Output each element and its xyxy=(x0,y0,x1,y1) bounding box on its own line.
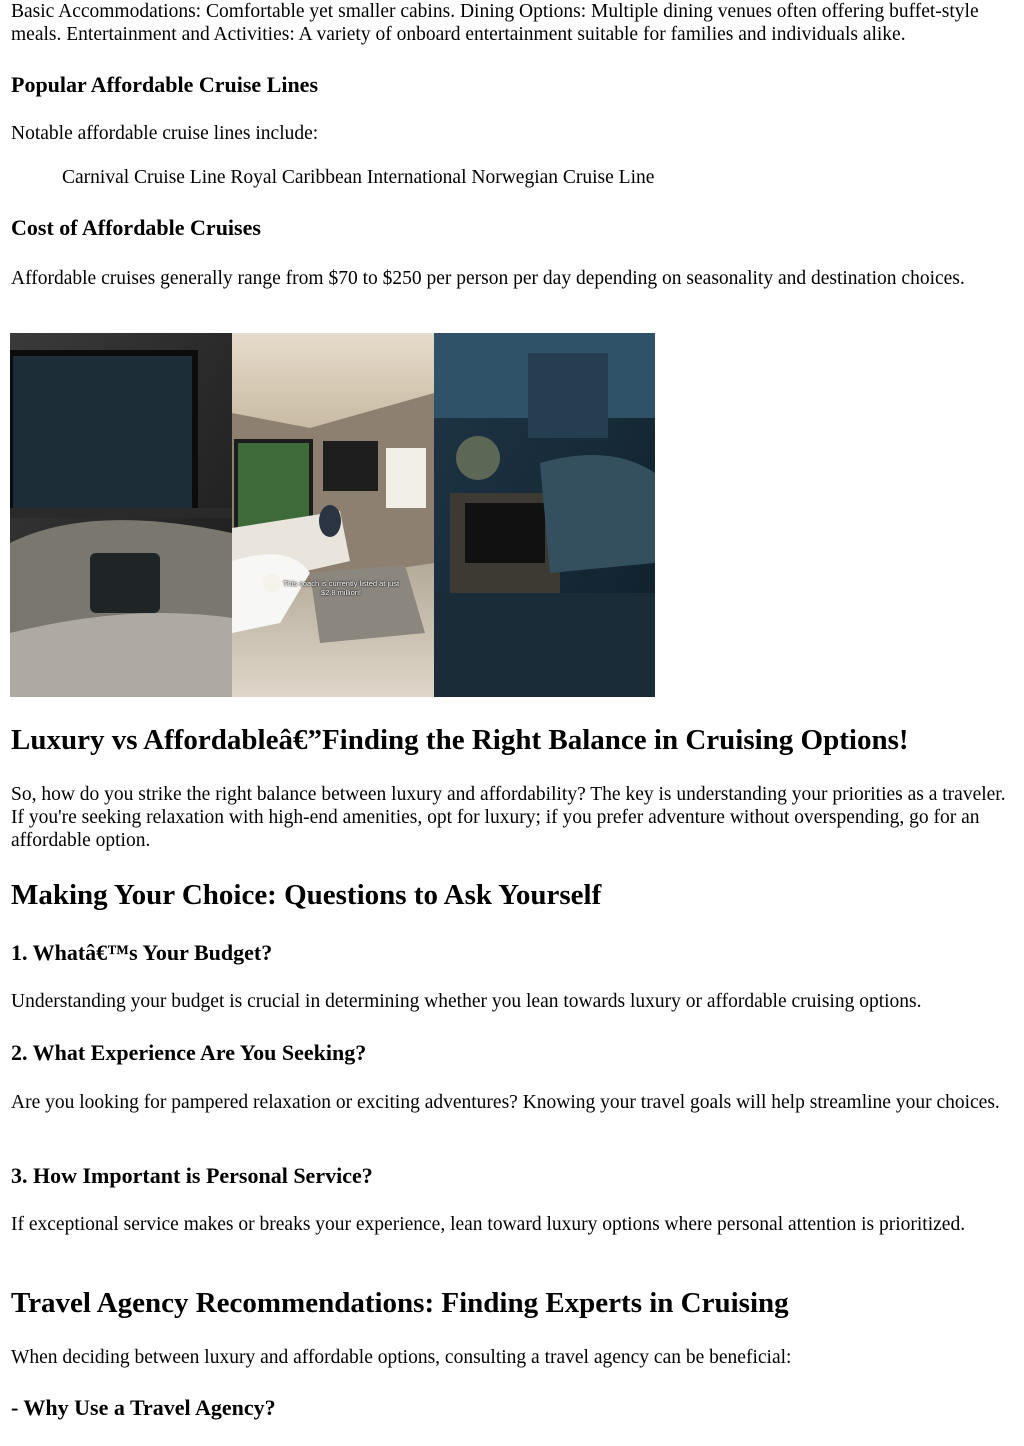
balance-paragraph: So, how do you strike the right balance between luxury and affordability? The key is understanding your priorities as a traveler. If you're seeking relaxation with high-end amenities, opt for luxury; if you prefer adventure without overspending, go for an affordable option. xyxy=(11,784,1006,851)
question-1-paragraph: Understanding your budget is crucial in determining whether you lean towards luxury or affordable cruising options. xyxy=(11,991,922,1012)
choice-heading: Making Your Choice: Questions to Ask Yourself xyxy=(11,879,602,911)
question-1-heading: 1. Whatâ€™s Your Budget? xyxy=(11,940,273,965)
agency-subheading: - Why Use a Travel Agency? xyxy=(11,1395,276,1420)
cost-heading: Cost of Affordable Cruises xyxy=(11,215,261,240)
flower-vase xyxy=(456,436,500,480)
left-window xyxy=(10,353,195,513)
question-3-heading: 3. How Important is Personal Service? xyxy=(11,1163,373,1188)
agency-paragraph: When deciding between luxury and affordable options, consulting a travel agency can be beneficial: xyxy=(11,1347,792,1368)
question-2-heading: 2. What Experience Are You Seeking? xyxy=(11,1040,367,1065)
agency-heading: Travel Agency Recommendations: Finding Experts in Cruising xyxy=(11,1287,789,1319)
question-2-paragraph: Are you looking for pampered relaxation or exciting adventures? Knowing your travel goals will help streamline your choices. xyxy=(11,1092,1000,1113)
balance-heading: Luxury vs Affordableâ€”Finding the Right Balance in Cruising Options! xyxy=(11,724,909,756)
popular-cruise-lines-heading: Popular Affordable Cruise Lines xyxy=(11,72,319,97)
cost-paragraph: Affordable cruises generally range from $70 to $250 per person per day depending on seasonality and destination choices. xyxy=(11,268,965,289)
intro-paragraph: Basic Accommodations: Comfortable yet smaller cabins. Dining Options: Multiple dining venues often offering buffet-style meals. Entertainment and Activities: A variety of onboard entertainment suitable for families and individuals alike. xyxy=(11,1,979,45)
left-cushion xyxy=(90,553,160,613)
popular-cruise-lines-lead: Notable affordable cruise lines include: xyxy=(11,123,319,144)
question-3-paragraph: If exceptional service makes or breaks your experience, lean toward luxury options where personal attention is prioritized. xyxy=(11,1214,966,1235)
cruise-lines-list: Carnival Cruise Line Royal Caribbean International Norwegian Cruise Line xyxy=(62,167,655,188)
person xyxy=(319,505,341,537)
coach-interior-photo xyxy=(10,333,655,697)
photo-caption: This coach is currently listed at just $2.8 million! xyxy=(282,579,400,597)
rug xyxy=(310,565,425,643)
